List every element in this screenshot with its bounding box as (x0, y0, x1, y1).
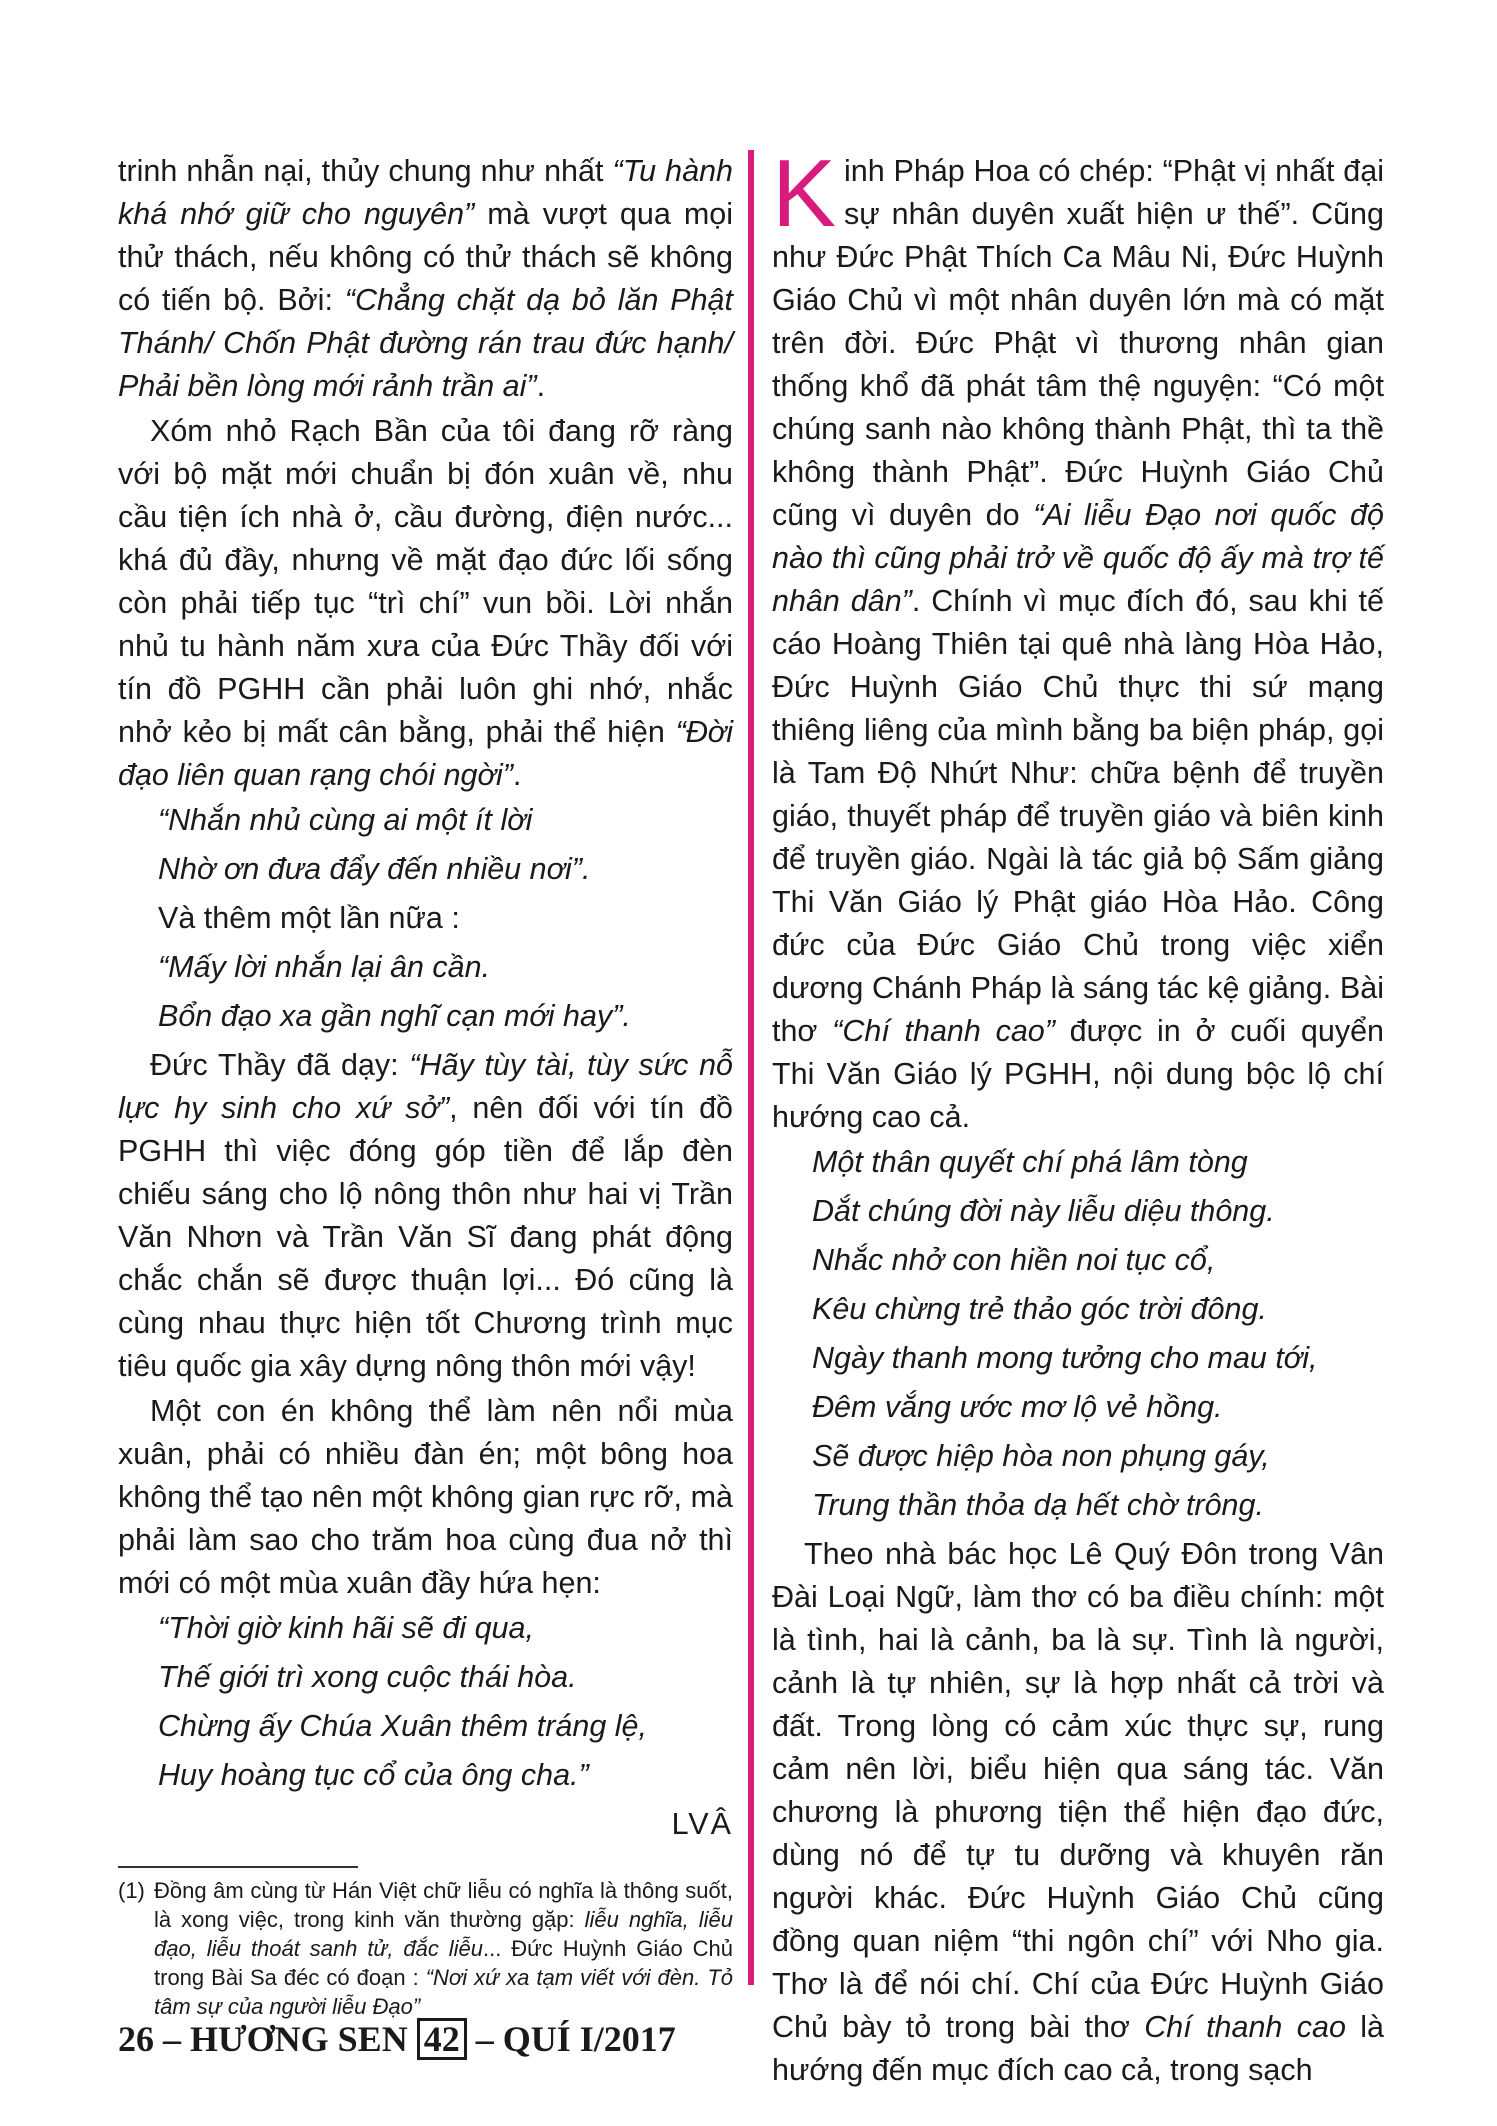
poem-line: Đêm vắng ước mơ lộ vẻ hồng. (812, 1390, 1223, 1424)
author-signature: LVÂ (671, 1807, 733, 1841)
paragraph: Một con én không thể làm nên nổi mùa xuân, phải có nhiều đàn én; một bông hoa không thể tạo nên một không gian rực rỡ, mà phải làm sao cho trăm hoa cùng đua nở thì mới có một mùa xuân đầy hứa hẹn: (118, 1394, 733, 1600)
issue-date: QUÍ I/2017 (502, 2019, 676, 2059)
paragraph: Theo nhà bác học Lê Quý Đôn trong Vân Đài Loại Ngữ, làm thơ có ba điều chính: một là tình, hai là cảnh, ba là sự. Tình là người, cảnh là tự nhiên, sự là hợp nhất cả trời và đất. Trong lòng có cảm xúc thực sự, rung cảm nên lời, biểu hiện qua sáng tác. Văn chương là phương tiện thể hiện đạo đức, dùng nó để tự tu dưỡng và khuyên răn người khác. Đức Huỳnh Giáo Chủ cũng đồng quan niệm “thi ngôn chí” với Nho gia. Thơ là để nói chí. Chí của Đức Huỳnh Giáo Chủ bày tỏ trong bài thơ Chí thanh cao là hướng đến mục đích cao cả, trong sạch (772, 1537, 1384, 2087)
verse-line: “Mấy lời nhắn lại ân cần. (158, 950, 491, 984)
verse-line: Thế giới trì xong cuộc thái hòa. (158, 1660, 577, 1694)
magazine-name: HƯƠNG SEN (190, 2019, 408, 2059)
bridge-line: Và thêm một lần nữa : (158, 901, 460, 935)
paragraph: Xóm nhỏ Rạch Bần của tôi đang rỡ ràng với bộ mặt mới chuẩn bị đón xuân về, nhu cầu tiện ích nhà ở, cầu đường, điện nước... khá đủ đầy, nhưng về mặt đạo đức lối sống còn phải tiếp tục “trì chí” vun bồi. Lời nhắn nhủ tu hành năm xưa của Đức Thầy đối với tín đồ PGHH cần phải luôn ghi nhớ, nhắc nhở kẻo bị mất cân bằng, phải thể hiện “Đời đạo liên quan rạng chói ngời”. (118, 414, 733, 792)
issue-number: 42 (417, 2018, 467, 2060)
verse-line: Chừng ấy Chúa Xuân thêm tráng lệ, (158, 1709, 647, 1743)
verse-line: “Thời giờ kinh hãi sẽ đi qua, (158, 1611, 534, 1645)
page-footer: 26 – HƯƠNG SEN 42 – QUÍ I/2017 (118, 2019, 676, 2059)
poem-line: Trung thần thỏa dạ hết chờ trông. (812, 1488, 1264, 1522)
verse-line: “Nhắn nhủ cùng ai một ít lời (158, 803, 533, 837)
page-number: 26 (118, 2019, 154, 2059)
drop-cap: K (772, 140, 837, 247)
verse-line: Nhờ ơn đưa đẩy đến nhiều nơi”. (158, 852, 591, 886)
right-column (772, 140, 1384, 2094)
left-column (118, 150, 733, 1848)
footnote (118, 1876, 733, 2021)
poem-line: Dắt chúng đời này liễu diệu thông. (812, 1194, 1275, 1228)
poem-line: Ngày thanh mong tưởng cho mau tới, (812, 1341, 1318, 1375)
paragraph: trinh nhẫn nại, thủy chung như nhất “Tu hành khá nhớ giữ cho nguyên” mà vượt qua mọi thử thách, nếu không có thử thách sẽ không có tiến bộ. Bởi: “Chẳng chặt dạ bỏ lăn Phật Thánh/ Chốn Phật đường rán trau đức hạnh/ Phải bền lòng mới rảnh trần ai”. (118, 154, 733, 403)
footnote-number: (1) (118, 1878, 145, 1903)
poem-line: Một thân quyết chí phá lâm tòng (812, 1145, 1248, 1179)
verse-line: Huy hoàng tục cổ của ông cha.” (158, 1758, 589, 1792)
poem-line: Sẽ được hiệp hòa non phụng gáy, (812, 1439, 1270, 1473)
verse-line: Bổn đạo xa gần nghĩ cạn mới hay”. (158, 999, 631, 1033)
poem-line: Kêu chừng trẻ thảo góc trời đông. (812, 1292, 1267, 1326)
paragraph: Kinh Pháp Hoa có chép: “Phật vị nhất đại sự nhân duyên xuất hiện ư thế”. Cũng như Đức Phật Thích Ca Mâu Ni, Đức Huỳnh Giáo Chủ vì một nhân duyên lớn mà có mặt trên đời. Đức Phật vì thương nhân gian thống khổ đã phát tâm thệ nguyện: “Có một chúng sanh nào không thành Phật, thì ta thề không thành Phật”. Đức Huỳnh Giáo Chủ cũng vì duyên do “Ai liễu Đạo nơi quốc độ nào thì cũng phải trở về quốc độ ấy mà trợ tế nhân dân”. Chính vì mục đích đó, sau khi tế cáo Hoàng Thiên tại quê nhà làng Hòa Hảo, Đức Huỳnh Giáo Chủ thực thi sứ mạng thiêng liêng của mình bằng ba biện pháp, gọi là Tam Độ Nhứt Như: chữa bệnh để truyền giáo, thuyết pháp để truyền giáo và biên kinh để truyền giáo. Ngài là tác giả bộ Sấm giảng Thi Văn Giáo lý Phật giáo Hòa Hảo. Công đức của Đức Giáo Chủ trong việc xiển dương Chánh Pháp là sáng tác kệ giảng. Bài thơ “Chí thanh cao” được in ở cuối quyển Thi Văn Giáo lý PGHH, nội dung bộc lộ chí hướng cao cả. (772, 140, 1384, 1134)
poem-line: Nhắc nhở con hiền noi tục cổ, (812, 1243, 1216, 1277)
paragraph: Đức Thầy đã dạy: “Hãy tùy tài, tùy sức nỗ lực hy sinh cho xứ sở”, nên đối với tín đồ PGHH thì việc đóng góp tiền để lắp đèn chiếu sáng cho lộ nông thôn như hai vị Trần Văn Nhơn và Trần Văn Sĩ đang phát động chắc chắn sẽ được thuận lợi... Đó cũng là cùng nhau thực hiện tốt Chương trình mục tiêu quốc gia xây dựng nông thôn mới vậy! (118, 1048, 733, 1383)
column-divider (748, 150, 754, 1985)
footnote-text: Đồng âm cùng từ Hán Việt chữ liễu có nghĩa là thông suốt, là xong việc, trong kinh văn thường gặp: liễu nghĩa, liễu đạo, liễu thoát sanh tử, đắc liễu... Đức Huỳnh Giáo Chủ trong Bài Sa đéc có đoạn : “Nơi xứ xa tạm viết với đèn. Tỏ tâm sự của người liễu Đạo” (154, 1878, 734, 2019)
footnote-rule (118, 1866, 358, 1868)
